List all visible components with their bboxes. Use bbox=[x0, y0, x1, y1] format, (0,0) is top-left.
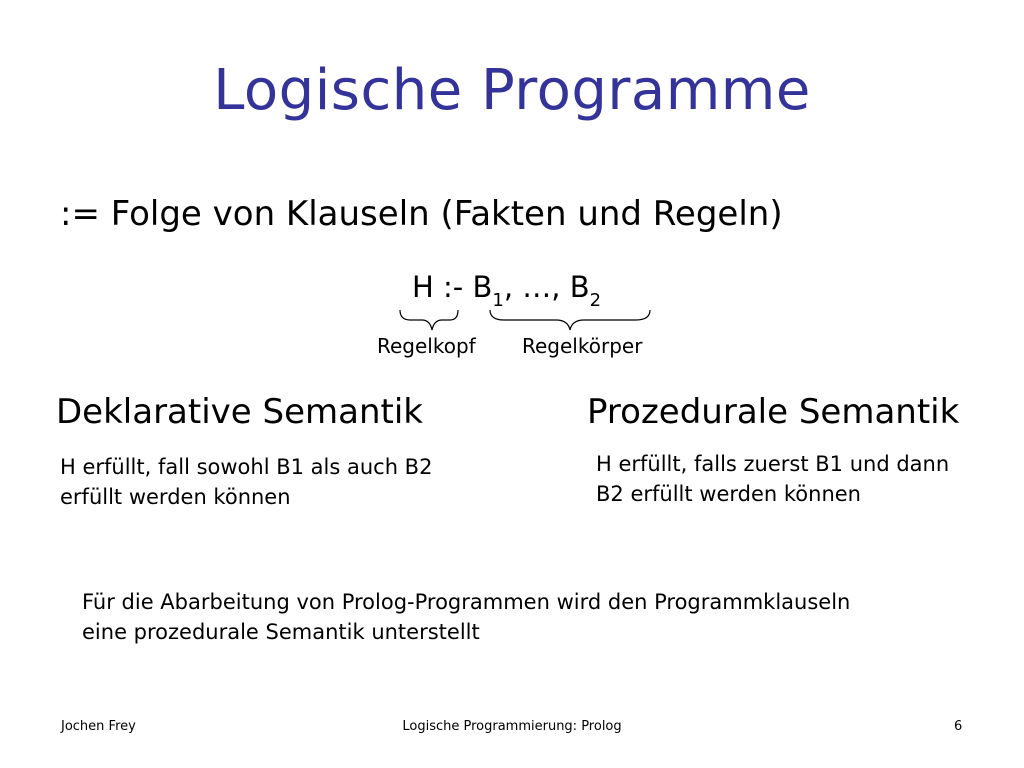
formula-ellipsis: … bbox=[522, 270, 552, 304]
prolog-note bbox=[82, 587, 982, 647]
procedural-description bbox=[596, 449, 1016, 509]
rule-braces bbox=[380, 306, 670, 336]
slide-title: Logische Programme bbox=[213, 58, 811, 123]
procedural-line: H erfüllt, falls zuerst B1 und dann bbox=[596, 452, 950, 476]
formula-body-last-index: 2 bbox=[589, 289, 602, 311]
rule-formula bbox=[412, 270, 601, 309]
declarative-line: H erfüllt, fall sowohl B1 als auch B2 bbox=[60, 455, 433, 479]
note-line: eine prozedurale Semantik unterstellt bbox=[82, 620, 480, 644]
footer-author: Jochen Frey bbox=[61, 719, 136, 734]
formula-body-first-index: 1 bbox=[492, 289, 504, 311]
page-number: 6 bbox=[954, 719, 963, 734]
formula-body-first: B bbox=[472, 270, 493, 304]
head-brace bbox=[400, 310, 458, 330]
declarative-line: erfüllt werden können bbox=[60, 485, 291, 509]
formula-separator: , bbox=[503, 270, 514, 304]
procedural-line: B2 erfüllt werden können bbox=[596, 482, 861, 506]
footer-course: Logische Programmierung: Prolog bbox=[402, 719, 622, 734]
formula-neck: :- bbox=[443, 270, 464, 304]
formula-body-last: B bbox=[569, 270, 590, 304]
body-brace bbox=[490, 310, 650, 330]
declarative-description bbox=[60, 452, 530, 512]
note-line: Für die Abarbeitung von Prolog-Programmen wird den Programmklauseln bbox=[82, 590, 851, 614]
formula-separator: , bbox=[551, 270, 561, 304]
rule-body-label: Regelkörper bbox=[522, 334, 643, 358]
definition-text: := Folge von Klauseln (Fakten und Regeln) bbox=[60, 194, 783, 234]
procedural-heading: Prozedurale Semantik bbox=[587, 392, 960, 432]
rule-head-label: Regelkopf bbox=[377, 334, 476, 358]
declarative-heading: Deklarative Semantik bbox=[56, 392, 423, 432]
formula-head: H bbox=[412, 270, 434, 304]
